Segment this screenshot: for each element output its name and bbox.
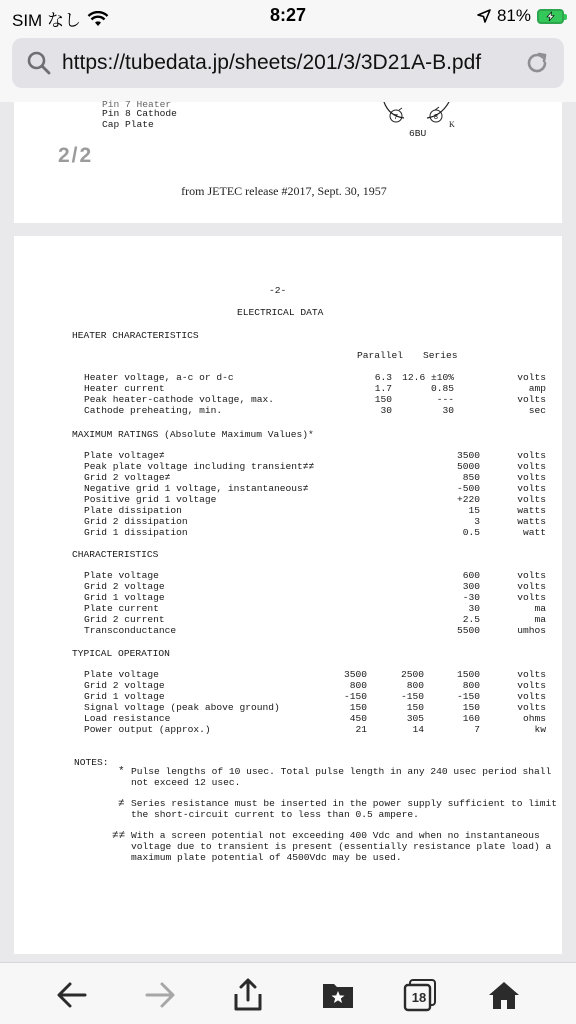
share-icon: [232, 978, 264, 1012]
unit: umhos: [517, 625, 546, 636]
table-row: [14, 724, 562, 735]
page-number: -2-: [269, 285, 287, 296]
value-col-c: 7: [474, 724, 480, 735]
row-label: Positive grid 1 voltage: [84, 494, 217, 505]
value-col-c: -150: [456, 691, 480, 702]
row-label: Transconductance: [84, 625, 177, 636]
table-row: [14, 472, 562, 483]
page-indicator: 2/2: [58, 144, 94, 167]
row-label: Load resistance: [84, 713, 171, 724]
search-icon: [26, 50, 52, 76]
unit: volts: [517, 394, 546, 405]
value-col-a: 3500: [343, 669, 367, 680]
table-row: [14, 516, 562, 527]
rating-value: +220: [456, 494, 480, 505]
unit: volts: [517, 372, 546, 383]
value-col-c: 1500: [456, 669, 480, 680]
unit: volts: [517, 570, 546, 581]
bookmark-folder-icon: [321, 980, 355, 1010]
max-ratings-heading: MAXIMUM RATINGS (Absolute Maximum Values)*: [72, 429, 314, 440]
tabs-button[interactable]: [402, 977, 438, 1013]
table-row: [14, 461, 562, 472]
table-row: [14, 592, 562, 603]
row-label: Heater voltage, a-c or d-c: [84, 372, 234, 383]
note-item: [14, 766, 562, 800]
notes-heading: NOTES:: [74, 757, 109, 768]
unit: volts: [517, 680, 546, 691]
unit: volts: [517, 702, 546, 713]
char-value: 30: [468, 603, 480, 614]
unit: volts: [517, 472, 546, 483]
note-item: [14, 798, 562, 832]
row-label: Grid 1 dissipation: [84, 527, 188, 538]
col-series: Series: [423, 350, 458, 361]
unit: volts: [517, 461, 546, 472]
row-label: Plate voltage≠: [84, 450, 165, 461]
parallel-value: 150: [374, 394, 392, 405]
bookmarks-button[interactable]: [320, 977, 356, 1013]
row-label: Signal voltage (peak above ground): [84, 702, 280, 713]
parallel-value: 1.7: [374, 383, 392, 394]
rating-value: 3500: [456, 450, 480, 461]
value-col-a: 450: [349, 713, 367, 724]
rating-value: 5000: [456, 461, 480, 472]
status-bar: [0, 0, 576, 32]
value-col-b: -150: [400, 691, 424, 702]
pin8-line: Pin 8 Cathode: [102, 108, 177, 119]
table-row: [14, 669, 562, 680]
forward-arrow-icon: [144, 981, 176, 1009]
pdf-page-2: [14, 236, 562, 954]
back-button[interactable]: [54, 977, 90, 1013]
table-row: [14, 691, 562, 702]
share-button[interactable]: [230, 977, 266, 1013]
unit: watts: [517, 516, 546, 527]
row-label: Negative grid 1 voltage, instantaneous≠: [84, 483, 309, 494]
unit: volts: [517, 483, 546, 494]
table-row: [14, 581, 562, 592]
note-text: With a screen potential not exceeding 400 Vdc and when no instantaneous voltage due to transient is present (essentially resistance plate load) a maximum plate potential of 4500Vdc may be used.: [131, 830, 552, 863]
typical-heading: TYPICAL OPERATION: [72, 648, 170, 659]
section-title: ELECTRICAL DATA: [237, 307, 324, 318]
table-row: [14, 505, 562, 516]
heater-heading: HEATER CHARACTERISTICS: [72, 330, 199, 341]
value-col-a: -150: [343, 691, 367, 702]
value-col-c: 160: [462, 713, 480, 724]
rating-value: 0.5: [462, 527, 480, 538]
table-row: [14, 383, 562, 394]
carrier-label: SIM なし: [12, 11, 81, 30]
unit: volts: [517, 494, 546, 505]
row-label: Grid 2 current: [84, 614, 165, 625]
value-col-b: 150: [406, 702, 424, 713]
row-label: Peak plate voltage including transient≠≠: [84, 461, 315, 472]
unit: volts: [517, 691, 546, 702]
char-value: 5500: [456, 625, 480, 636]
table-row: [14, 680, 562, 691]
series-value: ---: [436, 394, 454, 405]
table-row: [14, 405, 562, 416]
note-text: Series resistance must be inserted in the power supply sufficient to limit the short-circuit current to less than 0.5 ampere.: [131, 798, 558, 820]
value-col-a: 150: [349, 702, 367, 713]
pin-line-cut: Pin 7 Heater: [102, 99, 172, 110]
value-col-a: 800: [349, 680, 367, 691]
table-row: [14, 494, 562, 505]
row-label: Grid 2 voltage: [84, 581, 165, 592]
unit: volts: [517, 450, 546, 461]
row-label: Grid 1 voltage: [84, 691, 165, 702]
rating-value: 850: [462, 472, 480, 483]
note-mark: *: [118, 766, 125, 778]
row-label: Grid 1 voltage: [84, 592, 165, 603]
table-row: [14, 483, 562, 494]
parallel-value: 30: [380, 405, 392, 416]
value-col-a: 21: [355, 724, 367, 735]
unit: volts: [517, 592, 546, 603]
unit: amp: [528, 383, 546, 394]
row-label: Heater current: [84, 383, 165, 394]
unit: volts: [517, 669, 546, 680]
value-col-b: 14: [412, 724, 424, 735]
row-label: Cathode preheating, min.: [84, 405, 223, 416]
table-row: [14, 603, 562, 614]
svg-text:7: 7: [394, 114, 398, 121]
row-label: Grid 2 dissipation: [84, 516, 188, 527]
back-arrow-icon: [56, 981, 88, 1009]
location-arrow-icon: [477, 9, 491, 23]
battery-percent: 81%: [496, 6, 531, 25]
row-label: Peak heater-cathode voltage, max.: [84, 394, 274, 405]
address-bar[interactable]: [12, 38, 564, 88]
series-value: 30: [442, 405, 454, 416]
pdf-page-1: [14, 99, 562, 223]
value-col-b: 2500: [400, 669, 424, 680]
table-row: [14, 527, 562, 538]
char-value: 300: [462, 581, 480, 592]
value-col-c: 150: [462, 702, 480, 713]
unit: ma: [534, 603, 546, 614]
row-label: Grid 2 voltage: [84, 680, 165, 691]
char-value: 600: [462, 570, 480, 581]
cap-line: Cap Plate: [102, 119, 154, 130]
status-right: [477, 6, 564, 26]
bottom-toolbar: [0, 962, 576, 1024]
battery-icon: [537, 9, 564, 24]
table-row: [14, 713, 562, 724]
unit: watts: [517, 505, 546, 516]
char-value: 2.5: [462, 614, 480, 625]
unit: ohms: [522, 713, 546, 724]
home-icon: [487, 980, 521, 1010]
value-col-c: 800: [462, 680, 480, 691]
char-value: -30: [462, 592, 480, 603]
table-row: [14, 614, 562, 625]
parallel-value: 6.3: [374, 372, 392, 383]
value-col-b: 800: [406, 680, 424, 691]
row-label: Power output (approx.): [84, 724, 211, 735]
note-mark: ≠≠: [112, 830, 126, 842]
table-row: [14, 450, 562, 461]
url-text[interactable]: https://tubedata.jp/sheets/201/3/3D21A-B.pdf: [62, 51, 482, 74]
note-text: Pulse lengths of 10 usec. Total pulse length in any 240 usec period shall not exceed 12 usec.: [131, 766, 552, 788]
tab-count: 18: [411, 990, 427, 1005]
pin-k-label: K: [449, 120, 455, 129]
forward-button[interactable]: [142, 977, 178, 1013]
unit: kw: [534, 724, 546, 735]
row-label: Plate voltage: [84, 570, 159, 581]
base-code: 6BU: [409, 128, 427, 139]
row-label: Plate voltage: [84, 669, 159, 680]
rating-value: -500: [456, 483, 480, 494]
col-parallel: Parallel: [357, 350, 404, 361]
row-label: Plate current: [84, 603, 159, 614]
row-label: Grid 2 voltage≠: [84, 472, 171, 483]
unit: watt: [522, 527, 546, 538]
note-item: [14, 830, 562, 864]
svg-text:8: 8: [434, 114, 438, 121]
clock: 8:27: [269, 5, 307, 25]
table-row: [14, 625, 562, 636]
reload-icon[interactable]: [524, 50, 550, 76]
rating-value: 3: [474, 516, 480, 527]
unit: ma: [534, 614, 546, 625]
basing-diagram: [379, 102, 459, 128]
series-value: 12.6 ±10%: [402, 372, 454, 383]
home-button[interactable]: [486, 977, 522, 1013]
table-row: [14, 394, 562, 405]
source-note: from JETEC release #2017, Sept. 30, 1957: [181, 184, 387, 198]
browser-toolbar: [0, 32, 576, 102]
note-mark: ≠: [118, 798, 125, 810]
row-label: Plate dissipation: [84, 505, 182, 516]
rating-value: 15: [468, 505, 480, 516]
table-row: [14, 570, 562, 581]
characteristics-heading: CHARACTERISTICS: [72, 549, 159, 560]
unit: volts: [517, 581, 546, 592]
unit: sec: [528, 405, 546, 416]
table-row: [14, 372, 562, 383]
series-value: 0.85: [430, 383, 454, 394]
value-col-b: 305: [406, 713, 424, 724]
table-row: [14, 702, 562, 713]
